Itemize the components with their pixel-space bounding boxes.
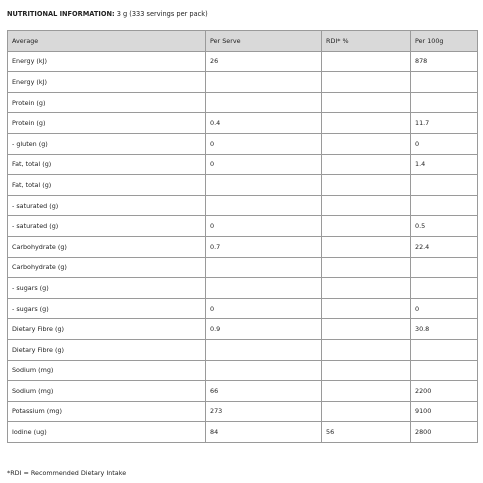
per-100g-cell — [411, 175, 478, 196]
table-row — [8, 113, 478, 134]
per-100g-cell — [411, 72, 478, 93]
nutrient-name-cell: - gluten (g) — [8, 133, 206, 154]
table-row — [8, 278, 478, 299]
per-100g-cell: 30.8 — [411, 319, 478, 340]
nutrient-name-cell: Sodium (mg) — [8, 381, 206, 402]
per-100g-cell — [411, 278, 478, 299]
per-100g-cell: 1.4 — [411, 154, 478, 175]
table-row — [8, 216, 478, 237]
per-serve-cell: 273 — [206, 401, 322, 422]
rdi-cell — [322, 278, 411, 299]
nutrient-name-cell: Carbohydrate (g) — [8, 236, 206, 257]
rdi-cell — [322, 113, 411, 134]
table-row — [8, 381, 478, 402]
per-serve-cell — [206, 339, 322, 360]
table-row — [8, 92, 478, 113]
per-100g-cell — [411, 257, 478, 278]
rdi-cell — [322, 401, 411, 422]
rdi-cell — [322, 319, 411, 340]
per-100g-cell — [411, 339, 478, 360]
nutrient-name-cell: Fat, total (g) — [8, 175, 206, 196]
rdi-cell — [322, 175, 411, 196]
table-row — [8, 175, 478, 196]
per-100g-cell: 22.4 — [411, 236, 478, 257]
rdi-cell — [322, 236, 411, 257]
rdi-cell — [322, 72, 411, 93]
footnote: *RDI = Recommended Dietary Intake — [7, 469, 127, 477]
column-header-rdi: RDI* % — [322, 31, 411, 52]
per-100g-cell: 0.5 — [411, 216, 478, 237]
per-100g-cell — [411, 360, 478, 381]
table-row — [8, 51, 478, 72]
per-serve-cell — [206, 175, 322, 196]
serving-info: 3 g (333 servings per pack) — [116, 10, 208, 18]
table-row — [8, 298, 478, 319]
table-row — [8, 401, 478, 422]
table-row — [8, 360, 478, 381]
table-row — [8, 236, 478, 257]
per-serve-cell — [206, 195, 322, 216]
rdi-cell — [322, 133, 411, 154]
per-100g-cell: 2800 — [411, 422, 478, 443]
nutrient-name-cell: Carbohydrate (g) — [8, 257, 206, 278]
nutrition-table-body — [8, 51, 478, 442]
per-serve-cell — [206, 278, 322, 299]
column-header-per-serve: Per Serve — [206, 31, 322, 52]
table-row — [8, 195, 478, 216]
nutrient-name-cell: Potassium (mg) — [8, 401, 206, 422]
rdi-cell — [322, 195, 411, 216]
table-row — [8, 154, 478, 175]
per-100g-cell: 11.7 — [411, 113, 478, 134]
per-serve-cell: 0.9 — [206, 319, 322, 340]
nutrient-name-cell: Dietary Fibre (g) — [8, 339, 206, 360]
per-serve-cell: 0 — [206, 154, 322, 175]
nutrient-name-cell: - saturated (g) — [8, 216, 206, 237]
nutrition-title-label: NUTRITIONAL INFORMATION: — [7, 10, 115, 18]
per-100g-cell: 878 — [411, 51, 478, 72]
table-row — [8, 72, 478, 93]
per-serve-cell — [206, 92, 322, 113]
per-100g-cell: 0 — [411, 133, 478, 154]
rdi-cell — [322, 360, 411, 381]
per-100g-cell: 2200 — [411, 381, 478, 402]
per-100g-cell: 9100 — [411, 401, 478, 422]
table-row — [8, 319, 478, 340]
per-100g-cell — [411, 195, 478, 216]
table-row — [8, 133, 478, 154]
nutrient-name-cell: - sugars (g) — [8, 278, 206, 299]
per-serve-cell: 0 — [206, 298, 322, 319]
nutrient-name-cell: - sugars (g) — [8, 298, 206, 319]
nutrient-name-cell: Fat, total (g) — [8, 154, 206, 175]
rdi-cell — [322, 381, 411, 402]
rdi-cell — [322, 298, 411, 319]
table-row — [8, 257, 478, 278]
per-serve-cell: 66 — [206, 381, 322, 402]
nutrient-name-cell: Iodine (ug) — [8, 422, 206, 443]
nutrient-name-cell: Protein (g) — [8, 92, 206, 113]
column-header-average: Average — [8, 31, 206, 52]
rdi-cell — [322, 154, 411, 175]
per-serve-cell — [206, 257, 322, 278]
per-serve-cell: 84 — [206, 422, 322, 443]
per-serve-cell: 0.4 — [206, 113, 322, 134]
column-header-per-100g: Per 100g — [411, 31, 478, 52]
per-100g-cell: 0 — [411, 298, 478, 319]
nutrient-name-cell: Sodium (mg) — [8, 360, 206, 381]
per-serve-cell: 0 — [206, 133, 322, 154]
rdi-cell — [322, 257, 411, 278]
table-row — [8, 339, 478, 360]
per-100g-cell — [411, 92, 478, 113]
table-row — [8, 422, 478, 443]
nutrient-name-cell: Protein (g) — [8, 113, 206, 134]
table-header-row — [8, 31, 478, 52]
per-serve-cell — [206, 360, 322, 381]
per-serve-cell: 0 — [206, 216, 322, 237]
per-serve-cell: 0.7 — [206, 236, 322, 257]
per-serve-cell — [206, 72, 322, 93]
rdi-cell — [322, 339, 411, 360]
nutrition-title — [7, 9, 208, 19]
rdi-cell — [322, 216, 411, 237]
nutrient-name-cell: Dietary Fibre (g) — [8, 319, 206, 340]
rdi-cell — [322, 92, 411, 113]
nutrient-name-cell: - saturated (g) — [8, 195, 206, 216]
nutrient-name-cell: Energy (kJ) — [8, 72, 206, 93]
nutrition-table — [7, 30, 478, 443]
rdi-cell — [322, 51, 411, 72]
nutrient-name-cell: Energy (kJ) — [8, 51, 206, 72]
rdi-cell: 56 — [322, 422, 411, 443]
per-serve-cell: 26 — [206, 51, 322, 72]
